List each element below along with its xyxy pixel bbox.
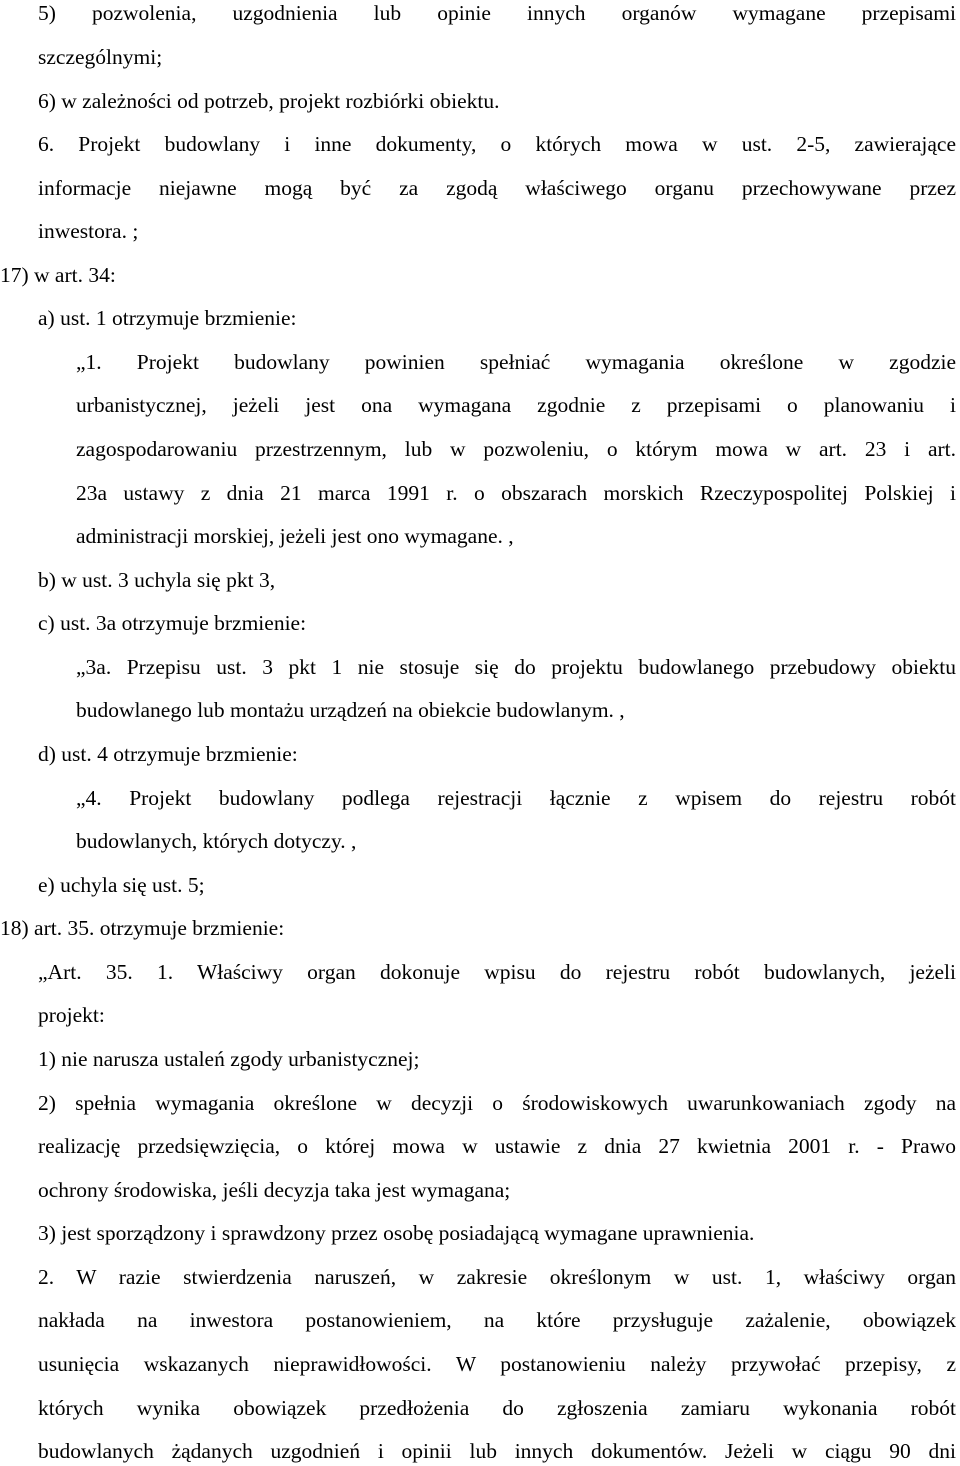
text-line: d) ust. 4 otrzymuje brzmienie: xyxy=(38,742,298,766)
text-line: „4. Projekt budowlany podlega rejestracji łącznie z wpisem do rejestru robót xyxy=(76,786,956,810)
text-line: b) w ust. 3 uchyla się pkt 3, xyxy=(38,568,276,592)
text-line: „3a. Przepisu ust. 3 pkt 1 nie stosuje się do projektu budowlanego przebudowy obiektu xyxy=(76,655,956,679)
text-line: inwestora. ; xyxy=(38,219,139,243)
text-line: e) uchyla się ust. 5; xyxy=(38,873,205,897)
text-line: budowlanych żądanych uzgodnień i opinii lub innych dokumentów. Jeżeli w ciągu 90 dni xyxy=(38,1439,956,1463)
text-line: administracji morskiej, jeżeli jest ono wymagane. , xyxy=(76,524,514,548)
text-line: realizację przedsięwzięcia, o której mowa w ustawie z dnia 27 kwietnia 2001 r. - Prawo xyxy=(38,1134,956,1158)
text-line: c) ust. 3a otrzymuje brzmienie: xyxy=(38,611,307,635)
text-line: projekt: xyxy=(38,1003,105,1027)
text-line: usunięcia wskazanych nieprawidłowości. W postanowieniu należy przywołać przepisy, z xyxy=(38,1352,956,1376)
text-line: zagospodarowaniu przestrzennym, lub w pozwoleniu, o którym mowa w art. 23 i art. xyxy=(76,437,956,461)
text-line: a) ust. 1 otrzymuje brzmienie: xyxy=(38,306,297,330)
text-line: 1) nie narusza ustaleń zgody urbanistycznej; xyxy=(38,1047,420,1071)
text-line: 3) jest sporządzony i sprawdzony przez osobę posiadającą wymagane uprawnienia. xyxy=(38,1221,755,1245)
text-line: urbanistycznej, jeżeli jest ona wymagana zgodnie z przepisami o planowaniu i xyxy=(76,393,956,417)
text-line: 17) w art. 34: xyxy=(0,263,116,287)
text-line: 6) w zależności od potrzeb, projekt rozbiórki obiektu. xyxy=(38,89,500,113)
text-line: „Art. 35. 1. Właściwy organ dokonuje wpisu do rejestru robót budowlanych, jeżeli xyxy=(38,960,956,984)
text-line: 6. Projekt budowlany i inne dokumenty, o których mowa w ust. 2-5, zawierające xyxy=(38,132,956,156)
text-line: których wynika obowiązek przedłożenia do zgłoszenia zamiaru wykonania robót xyxy=(38,1396,956,1420)
text-line: nakłada na inwestora postanowieniem, na które przysługuje zażalenie, obowiązek xyxy=(38,1308,956,1332)
text-line: budowlanych, których dotyczy. , xyxy=(76,829,357,853)
text-line: informacje niejawne mogą być za zgodą właściwego organu przechowywane przez xyxy=(38,176,956,200)
text-line: szczególnymi; xyxy=(38,45,163,69)
text-line: 2. W razie stwierdzenia naruszeń, w zakresie określonym w ust. 1, właściwy organ xyxy=(38,1265,956,1289)
text-line: budowlanego lub montażu urządzeń na obiekcie budowlanym. , xyxy=(76,698,625,722)
text-line: 18) art. 35. otrzymuje brzmienie: xyxy=(0,916,285,940)
text-line: 5) pozwolenia, uzgodnienia lub opinie innych organów wymagane przepisami xyxy=(38,1,956,25)
text-line: „1. Projekt budowlany powinien spełniać wymagania określone w zgodzie xyxy=(76,350,956,374)
text-line: 2) spełnia wymagania określone w decyzji o środowiskowych uwarunkowaniach zgody na xyxy=(38,1091,956,1115)
text-line: ochrony środowiska, jeśli decyzja taka jest wymagana; xyxy=(38,1178,511,1202)
text-line: 23a ustawy z dnia 21 marca 1991 r. o obszarach morskich Rzeczypospolitej Polskiej i xyxy=(76,481,956,505)
